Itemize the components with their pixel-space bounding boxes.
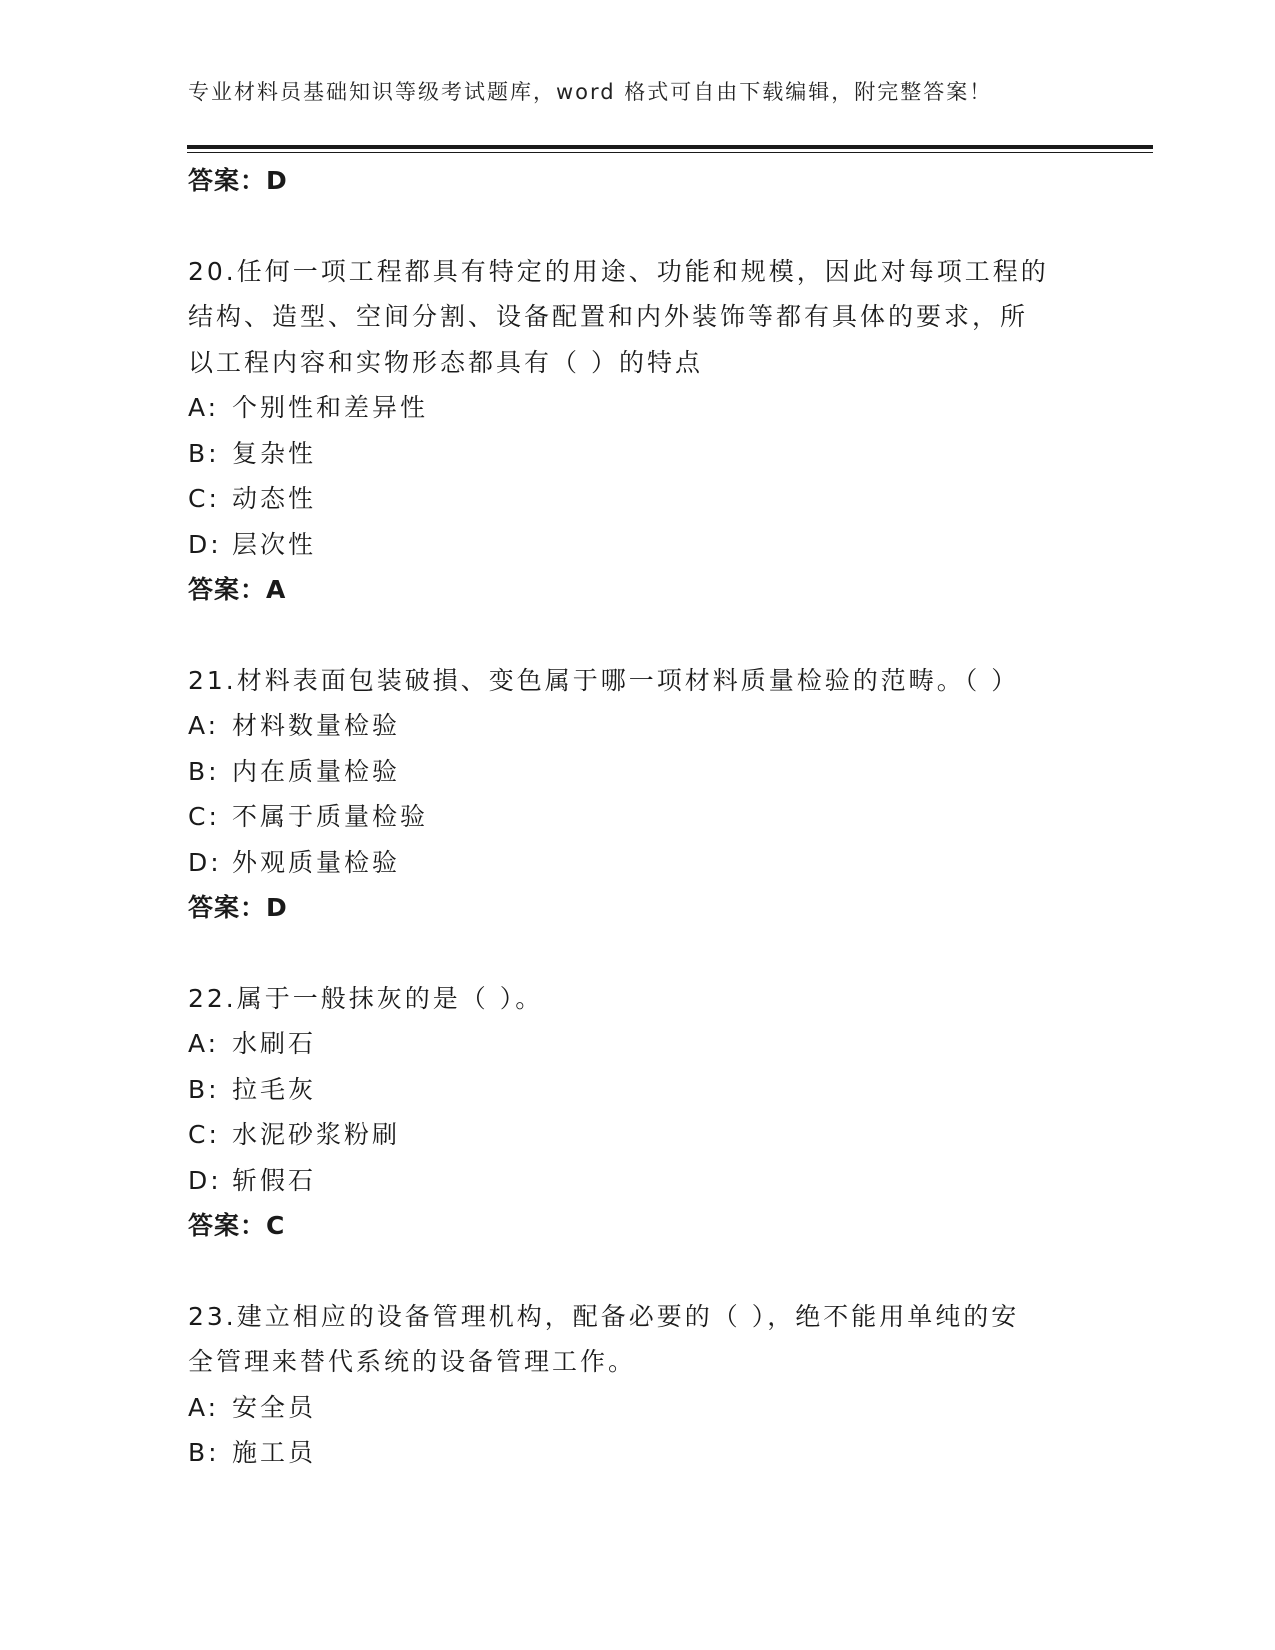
option-key: B: — [188, 438, 220, 468]
question-23 — [188, 1294, 1088, 1476]
spacer — [188, 931, 1088, 976]
option-text: 拉毛灰 — [232, 1074, 317, 1104]
option-c — [188, 476, 1088, 522]
question-answer: 答案：D — [188, 893, 288, 922]
option-text: 水泥砂浆粉刷 — [232, 1120, 401, 1149]
page-header: 专业材料员基础知识等级考试题库，word 格式可自由下载编辑，附完整答案！ — [188, 80, 993, 104]
option-text: 施工员 — [232, 1438, 317, 1467]
option-b — [188, 1067, 1088, 1113]
question-stem-line: 23.建立相应的设备管理机构，配备必要的（ ），绝不能用单纯的安 — [188, 1301, 1020, 1331]
option-key: B: — [188, 756, 220, 786]
question-stem-line: 22.属于一般抹灰的是（ ）。 — [188, 983, 544, 1013]
option-key: A: — [188, 711, 220, 740]
option-key: B: — [188, 1438, 220, 1467]
question-22 — [188, 976, 1088, 1249]
option-key: D: — [188, 529, 222, 559]
option-key: A: — [188, 1392, 220, 1422]
option-key: B: — [188, 1074, 220, 1104]
option-text: 材料数量检验 — [232, 711, 401, 740]
question-answer: 答案：C — [188, 1211, 286, 1240]
option-a — [188, 703, 1088, 749]
option-text: 斩假石 — [232, 1165, 317, 1195]
option-text: 外观质量检验 — [232, 847, 401, 877]
option-c — [188, 794, 1088, 840]
option-b — [188, 1430, 1088, 1476]
option-key: A: — [188, 1029, 220, 1058]
option-key: C: — [188, 1120, 220, 1149]
option-d — [188, 1158, 1088, 1204]
option-text: 安全员 — [232, 1392, 317, 1422]
option-key: C: — [188, 802, 220, 831]
question-20 — [188, 249, 1088, 613]
option-text: 层次性 — [232, 529, 317, 559]
option-b — [188, 431, 1088, 477]
question-list — [188, 158, 1088, 1476]
option-key: D: — [188, 847, 222, 877]
question-stem-line: 结构、造型、空间分割、设备配置和内外装饰等都有具体的要求，所 — [188, 302, 1029, 331]
option-text: 动态性 — [232, 484, 317, 513]
header-rule-thick — [187, 145, 1153, 149]
option-key: C: — [188, 484, 220, 513]
option-d — [188, 840, 1088, 886]
option-b — [188, 749, 1088, 795]
question-stem-line: 20.任何一项工程都具有特定的用途、功能和规模，因此对每项工程的 — [188, 256, 1049, 286]
spacer — [188, 1249, 1088, 1294]
option-text: 内在质量检验 — [232, 756, 401, 786]
option-text: 水刷石 — [232, 1029, 317, 1058]
option-key: D: — [188, 1165, 222, 1195]
option-a — [188, 1021, 1088, 1067]
question-answer: 答案：A — [188, 575, 287, 604]
question-stem-line: 21.材料表面包装破損、变色属于哪一项材料质量检验的范畴。（ ） — [188, 665, 1020, 695]
option-text: 个别性和差异性 — [232, 393, 429, 422]
spacer — [188, 204, 1088, 249]
option-text: 不属于质量检验 — [232, 802, 429, 831]
previous-answer: 答案：D — [188, 166, 288, 195]
option-c — [188, 1112, 1088, 1158]
option-a — [188, 1385, 1088, 1431]
option-a — [188, 385, 1088, 431]
spacer — [188, 613, 1088, 658]
header-rule-thin — [187, 152, 1153, 153]
option-d — [188, 522, 1088, 568]
question-stem-line: 全管理来替代系统的设备管理工作。 — [188, 1347, 637, 1376]
option-text: 复杂性 — [232, 438, 317, 468]
question-stem-line: 以工程内容和实物形态都具有（ ）的特点 — [188, 347, 703, 377]
question-21 — [188, 658, 1088, 931]
option-key: A: — [188, 393, 220, 422]
